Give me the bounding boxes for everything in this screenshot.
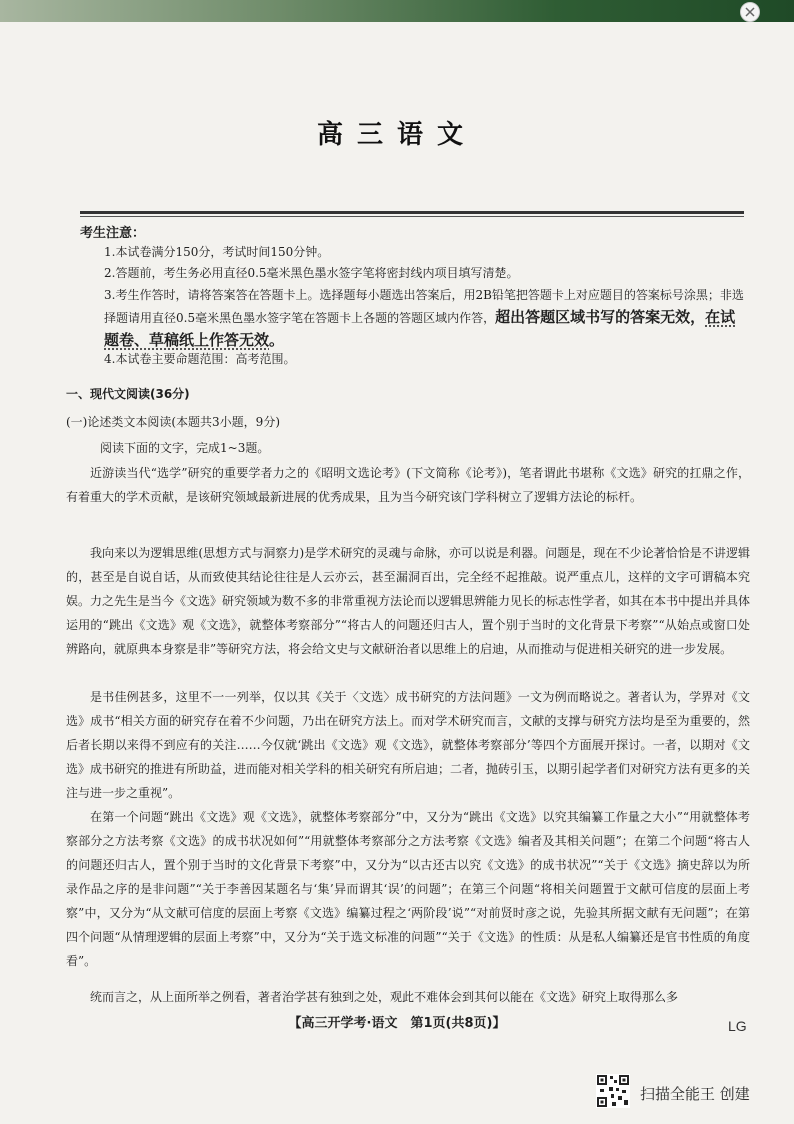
- notice-item-1: 1.本试卷满分150分，考试时间150分钟。: [104, 245, 330, 259]
- notice-item-3-dotted-emphasis: 在试题卷、草稿纸上作答无效: [104, 308, 736, 349]
- reading-instruction: 阅读下面的文字，完成1~3题。: [100, 441, 270, 455]
- notice-item-3-end: 。: [269, 331, 285, 349]
- notice-item-3-text: 3.考生作答时，请将答案答在答题卡上。选择题每小题选出答案后，用2B铅笔把答题卡上对应题目的答案标号涂黑；非选择题请用直径0.5毫米黑色墨水签字笔在答题卡上各题的答题区域内作答，: [104, 288, 744, 325]
- notice-item-4: 4.本试卷主要命题范围：高考范围。: [104, 352, 296, 366]
- header-divider-thin: [80, 216, 744, 217]
- footer-code: LG: [728, 1018, 747, 1034]
- paragraph-1: 近游读当代“选学”研究的重要学者力之的《昭明文选论考》(下文简称《论考》)，笔者谓此书堪称《文选》研究的扛鼎之作，有着重大的学术贡献，是该研究领域最新进展的优秀成果，且为当今研究该门学科树立了逻辑方法论的标杆。: [66, 466, 750, 504]
- notice-item-3-comma: ，: [690, 308, 706, 326]
- close-icon[interactable]: [740, 2, 760, 22]
- notice-item-2: 2.答题前，考生务必用直径0.5毫米黑色墨水签字笔将密封线内项目填写清楚。: [104, 266, 519, 280]
- notice-item-3: [104, 284, 750, 352]
- page-title: 高三语文: [316, 120, 477, 150]
- notice-item-3-emphasis: 超出答题区域书写的答案无效: [495, 308, 691, 326]
- paragraph-2: 我向来以为逻辑思维(思想方式与洞察力)是学术研究的灵魂与命脉，亦可以说是利器。问题是，现在不少论著恰恰是不讲逻辑的，甚至是自说自话，从而致使其结论往往是人云亦云，甚至漏洞百出，完全经不起推敲。说严重点儿，这样的文字可谓稿本究娱。力之先生是当今《文选》研究领域为数不多的非常重视方法论而以逻辑思辨能力见长的标志性学者，如其在本书中提出并具体运用的“跳出《文选》观《文选》，就整体考察部分”“将古人的问题还归古人，置个别于当时的文化背景下考察”“从始点或窗口处辨路向，就原典本身察是非”等研究方法，将会给文史与文献研治者以思维上的启迪，从而推动与促进相关研究的进一步发展。: [66, 546, 751, 656]
- paragraph-3: 是书佳例甚多，这里不一一列举，仅以其《关于〈文选〉成书研究的方法问题》一文为例而略说之。著者认为，学界对《文选》成书“相关方面的研究存在着不少问题，乃出在研究方法上。而对学术研究而言，文献的支撑与研究方法均是至为重要的，然后者长期以来得不到应有的关注……今仅就‘跳出《文选》观《文选》，就整体考察部分’等四个方面展开探讨。一者，以期对《文选》成书研究的推进有所助益，进而能对相关学科的相关研究有所启迪；二者，抛砖引玉，以期引起学者们对研究方法有更多的关注与进一步之重视”。: [66, 690, 751, 800]
- top-scan-band: [0, 0, 794, 22]
- page-footer: 【高三开学考·语文 第1页(共8页)】: [288, 1016, 506, 1031]
- section-heading: 一、现代文阅读(36分): [66, 387, 190, 401]
- header-divider-thick: [80, 211, 744, 214]
- notice-heading: 考生注意：: [80, 226, 146, 241]
- subsection-heading: (一)论述类文本阅读(本题共3小题，9分): [66, 415, 280, 429]
- scanner-watermark: 扫描全能王 创建: [640, 1085, 750, 1103]
- paragraph-5: 统而言之，从上面所举之例看，著者治学甚有独到之处，观此不难体会到其何以能在《文选》研究上取得那么多: [90, 990, 679, 1004]
- qr-code-icon: [596, 1074, 630, 1108]
- paragraph-4: 在第一个问题“跳出《文选》观《文选》，就整体考察部分”中，又分为“跳出《文选》以究其编纂工作量之大小”“用就整体考察部分之方法考察《文选》的成书状况如何”“用就整体考察部分之方法考察《文选》编者及其相关问题”；在第二个问题“将古人的问题还归古人，置个别于当时的文化背景下考察”中，又分为“以古还古以究《文选》的成书状况”“关于《文选》摘史辞以为所录作品之序的是非问题”“关于李善因某题名与‘集’异而谓其‘误’的问题”；在第三个问题“将相关问题置于文献可信度的层面上考察”中，又分为“从文献可信度的层面上考察《文选》编纂过程之‘两阶段’说”“对前贤时彦之说，先验其所据文献有无问题”；在第四个问题“从情理逻辑的层面上考察”中，又分为“关于选文标准的问题”“关于《文选》的性质：从是私人编纂还是官书性质的角度看”。: [66, 810, 750, 968]
